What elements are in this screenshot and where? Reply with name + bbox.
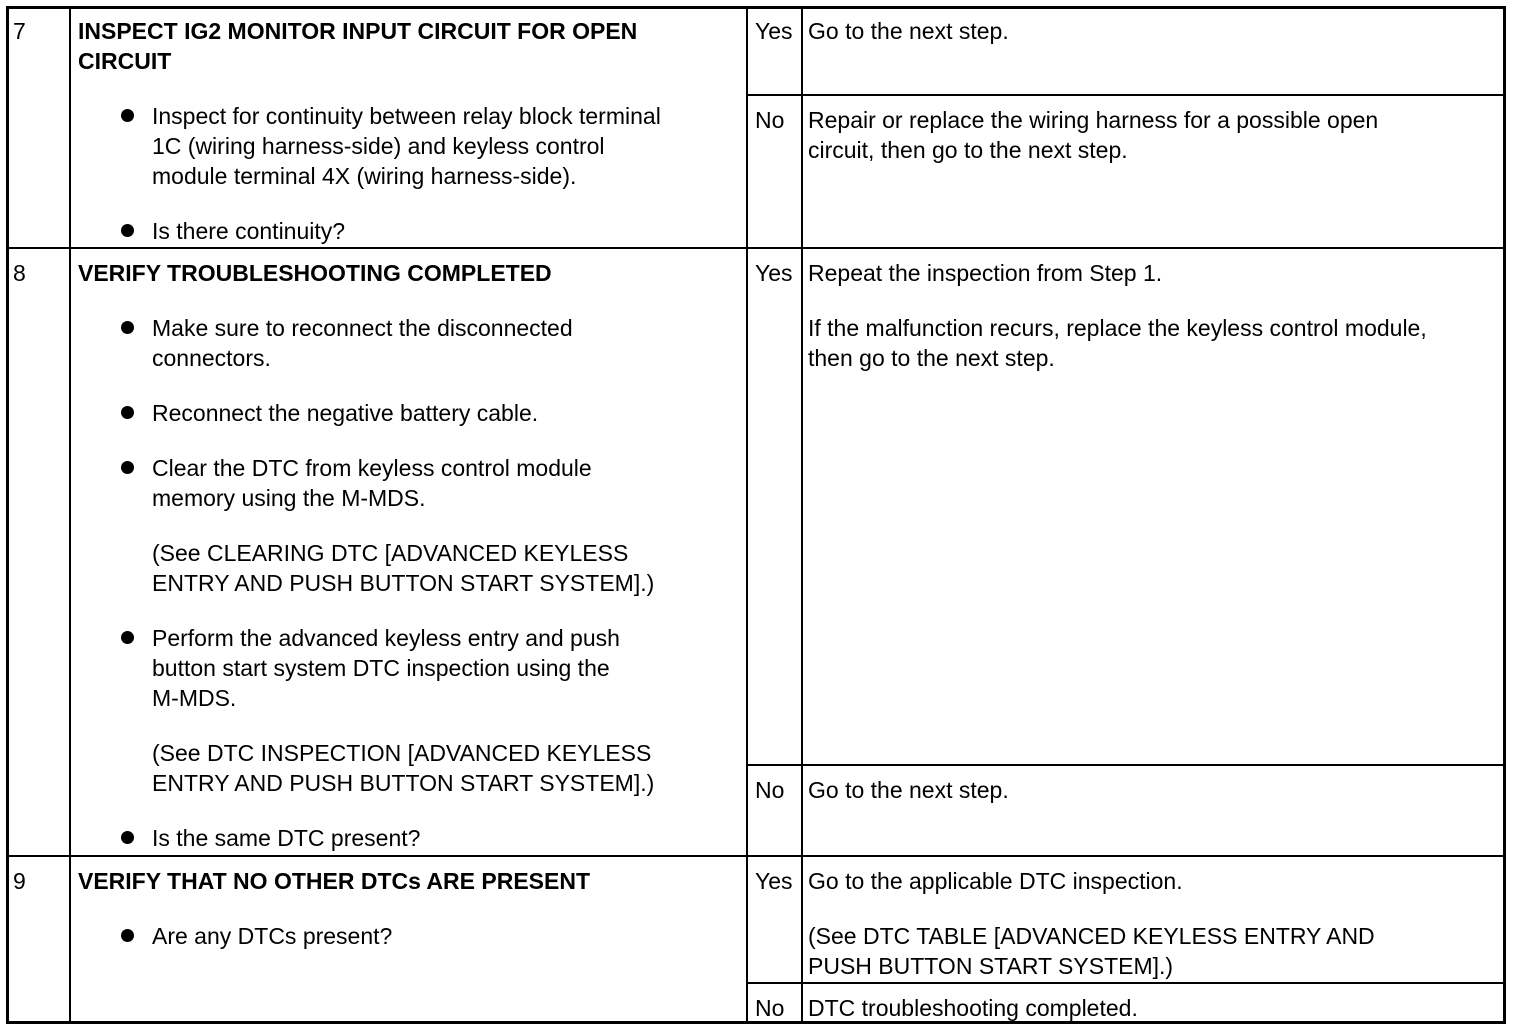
bullet-icon — [121, 631, 134, 644]
result-divider — [747, 94, 1506, 96]
yes-label: Yes — [755, 260, 793, 286]
bullet-icon — [121, 224, 134, 237]
bullet-text: Make sure to reconnect the disconnected — [152, 315, 573, 341]
bullet-text: connectors. — [152, 345, 271, 371]
yes-label: Yes — [755, 868, 793, 894]
result-text: Repair or replace the wiring harness for a possible open — [808, 107, 1379, 133]
result-text: If the malfunction recurs, replace the keyless control module, — [808, 315, 1427, 341]
result-text: Go to the next step. — [808, 777, 1009, 803]
reference-note: ENTRY AND PUSH BUTTON START SYSTEM].) — [152, 770, 655, 796]
reference-note: (See CLEARING DTC [ADVANCED KEYLESS — [152, 540, 629, 566]
step-title: VERIFY THAT NO OTHER DTCs ARE PRESENT — [78, 868, 591, 894]
step-number: 8 — [13, 260, 26, 286]
result-text: circuit, then go to the next step. — [808, 137, 1128, 163]
result-text: PUSH BUTTON START SYSTEM].) — [808, 953, 1174, 979]
no-label: No — [755, 107, 785, 133]
bullet-text: Is the same DTC present? — [152, 825, 421, 851]
result-divider — [747, 982, 1506, 984]
no-label: No — [755, 777, 785, 803]
bullet-text: 1C (wiring harness-side) and keyless control — [152, 133, 605, 159]
bullet-text: Clear the DTC from keyless control module — [152, 455, 592, 481]
column-divider-result-label — [801, 6, 803, 1024]
step-title: INSPECT IG2 MONITOR INPUT CIRCUIT FOR OPEN — [78, 18, 638, 44]
bullet-text: memory using the M-MDS. — [152, 485, 426, 511]
bullet-text: button start system DTC inspection using the — [152, 655, 610, 681]
bullet-text: Reconnect the negative battery cable. — [152, 400, 539, 426]
bullet-icon — [121, 406, 134, 419]
bullet-icon — [121, 109, 134, 122]
bullet-text: Inspect for continuity between relay block terminal — [152, 103, 661, 129]
bullet-text: Are any DTCs present? — [152, 923, 393, 949]
column-divider-step — [69, 6, 71, 1024]
result-text: Repeat the inspection from Step 1. — [808, 260, 1163, 286]
no-label: No — [755, 995, 785, 1021]
row-divider — [6, 855, 1506, 857]
bullet-text: Is there continuity? — [152, 218, 346, 244]
step-number: 7 — [13, 18, 26, 44]
yes-label: Yes — [755, 18, 793, 44]
result-divider — [747, 764, 1506, 766]
result-text: Go to the applicable DTC inspection. — [808, 868, 1183, 894]
bullet-icon — [121, 461, 134, 474]
bullet-text: module terminal 4X (wiring harness-side). — [152, 163, 577, 189]
result-text: Go to the next step. — [808, 18, 1009, 44]
step-title: VERIFY TROUBLESHOOTING COMPLETED — [78, 260, 552, 286]
bullet-text: Perform the advanced keyless entry and push — [152, 625, 620, 651]
column-divider-action — [746, 6, 748, 1024]
result-text: (See DTC TABLE [ADVANCED KEYLESS ENTRY AND — [808, 923, 1375, 949]
row-divider — [6, 247, 1506, 249]
reference-note: ENTRY AND PUSH BUTTON START SYSTEM].) — [152, 570, 655, 596]
reference-note: (See DTC INSPECTION [ADVANCED KEYLESS — [152, 740, 652, 766]
step-number: 9 — [13, 868, 26, 894]
bullet-icon — [121, 929, 134, 942]
bullet-icon — [121, 321, 134, 334]
bullet-text: M-MDS. — [152, 685, 237, 711]
step-title: CIRCUIT — [78, 48, 172, 74]
result-text: DTC troubleshooting completed. — [808, 995, 1138, 1021]
result-text: then go to the next step. — [808, 345, 1055, 371]
bullet-icon — [121, 831, 134, 844]
